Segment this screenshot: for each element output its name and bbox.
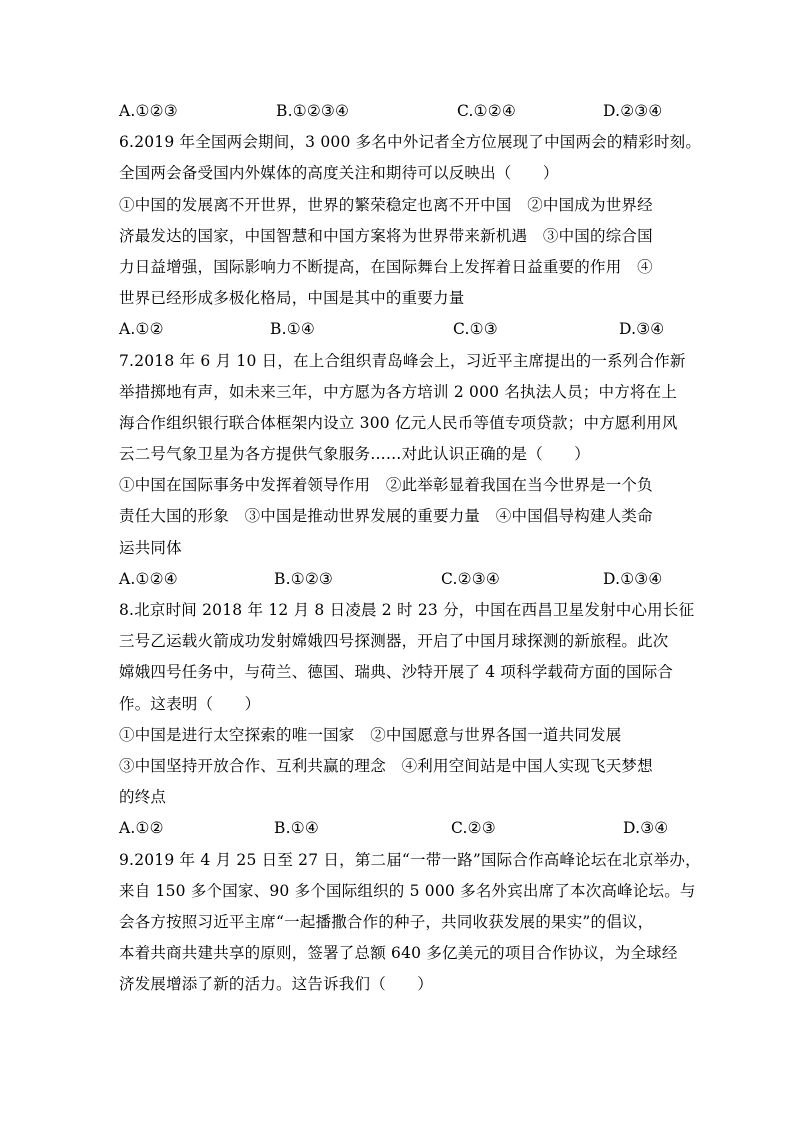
q8-statement-line: ①中国是进行太空探索的唯一国家 ②中国愿意与世界各国一道共同发展 bbox=[119, 725, 622, 744]
q5-option-b[interactable]: B.①②③④ bbox=[276, 102, 350, 120]
q7-stem-line: 举措掷地有声，如未来三年，中方愿为各方培训 2 000 名执法人员；中方将在上 bbox=[119, 382, 678, 401]
q7-option-d[interactable]: D.①③④ bbox=[603, 569, 663, 588]
q5-option-c[interactable]: C.①②④ bbox=[457, 102, 516, 120]
q6-option-b[interactable]: B.①④ bbox=[270, 320, 315, 339]
q5-option-a[interactable]: A.①②③ bbox=[119, 102, 178, 120]
q7-stem-line: 海合作组织银行联合体框架内设立 300 亿元人民币等值专项贷款；中方愿利用风 bbox=[119, 413, 678, 432]
q8-stem-line: 8.北京时间 2018 年 12 月 8 日凌晨 2 时 23 分，中国在西昌卫星发射中心用长征 bbox=[119, 601, 695, 619]
q6-stem-line: 全国两会备受国内外媒体的高度关注和期待可以反映出（ ） bbox=[119, 164, 559, 183]
q7-stem-line: 云二号气象卫星为各方提供气象服务……对此认识正确的是（ ） bbox=[119, 445, 591, 464]
q8-stem-line: 嫦娥四号任务中，与荷兰、德国、瑞典、沙特开展了 4 项科学载荷方面的国际合 bbox=[119, 663, 674, 682]
q8-statement-line: 的终点 bbox=[119, 788, 167, 807]
q6-statement-line: ①中国的发展离不开世界，世界的繁荣稳定也离不开中国 ②中国成为世界经 bbox=[119, 195, 653, 214]
q6-option-c[interactable]: C.①③ bbox=[453, 320, 498, 339]
q5-options bbox=[119, 96, 679, 127]
q8-option-a[interactable]: A.①② bbox=[119, 819, 164, 838]
q6-stem-line: 6.2019 年全国两会期间，3 000 多名中外记者全方位展现了中国两会的精彩时刻。 bbox=[119, 133, 702, 152]
q7-option-c[interactable]: C.②③④ bbox=[441, 569, 500, 588]
q7-statement-line: 运共同体 bbox=[119, 538, 182, 557]
q8-stem-line: 三号乙运载火箭成功发射嫦娥四号探测器，开启了中国月球探测的新旅程。此次 bbox=[119, 632, 669, 651]
q7-option-a[interactable]: A.①②④ bbox=[119, 569, 178, 588]
q8-options bbox=[119, 813, 679, 844]
q6-statement-line: 济最发达的国家，中国智慧和中国方案将为世界带来新机遇 ③中国的综合国 bbox=[119, 226, 653, 245]
q7-statement-line: ①中国在国际事务中发挥着领导作用 ②此举彰显着我国在当今世界是一个负 bbox=[119, 476, 653, 495]
q8-option-d[interactable]: D.③④ bbox=[623, 819, 669, 838]
q9-stem-line: 会各方按照习近平主席“一起播撒合作的种子，共同收获发展的果实”的倡议， bbox=[119, 912, 654, 931]
q6-statement-line: 力日益增强，国际影响力不断提高，在国际舞台上发挥着日益重要的作用 ④ bbox=[119, 257, 653, 276]
q6-options bbox=[119, 314, 679, 345]
q9-stem-line: 来自 150 多个国家、90 多个国际组织的 5 000 多名外宾出席了本次高峰论坛。与 bbox=[119, 881, 696, 900]
q8-option-c[interactable]: C.②③ bbox=[451, 819, 496, 838]
q7-option-b[interactable]: B.①②③ bbox=[274, 569, 334, 588]
q7-options bbox=[119, 564, 679, 595]
q8-stem-line: 作。这表明（ ） bbox=[119, 694, 261, 713]
q9-stem-line: 本着共商共建共享的原则，签署了总额 640 多亿美元的项目合作协议，为全球经 bbox=[119, 944, 678, 963]
q6-option-d[interactable]: D.③④ bbox=[619, 320, 665, 339]
q9-stem-line: 济发展增添了新的活力。这告诉我们（ ） bbox=[119, 975, 434, 994]
q8-statement-line: ③中国坚持开放合作、互利共赢的理念 ④利用空间站是中国人实现飞天梦想 bbox=[119, 756, 653, 775]
exam-page bbox=[119, 96, 702, 1000]
q7-stem-line: 7.2018 年 6 月 10 日，在上合组织青岛峰会上，习近平主席提出的一系列合作新 bbox=[119, 351, 686, 370]
q5-option-d[interactable]: D.②③④ bbox=[603, 102, 663, 120]
q9-stem-line: 9.2019 年 4 月 25 日至 27 日，第二届“一带一路”国际合作高峰论坛在北京举办， bbox=[119, 850, 701, 869]
q6-option-a[interactable]: A.①② bbox=[119, 320, 164, 339]
q6-statement-line: 世界已经形成多极化格局，中国是其中的重要力量 bbox=[119, 289, 465, 308]
q7-statement-line: 责任大国的形象 ③中国是推动世界发展的重要力量 ④中国倡导构建人类命 bbox=[119, 507, 653, 526]
q8-option-b[interactable]: B.①④ bbox=[274, 819, 319, 838]
